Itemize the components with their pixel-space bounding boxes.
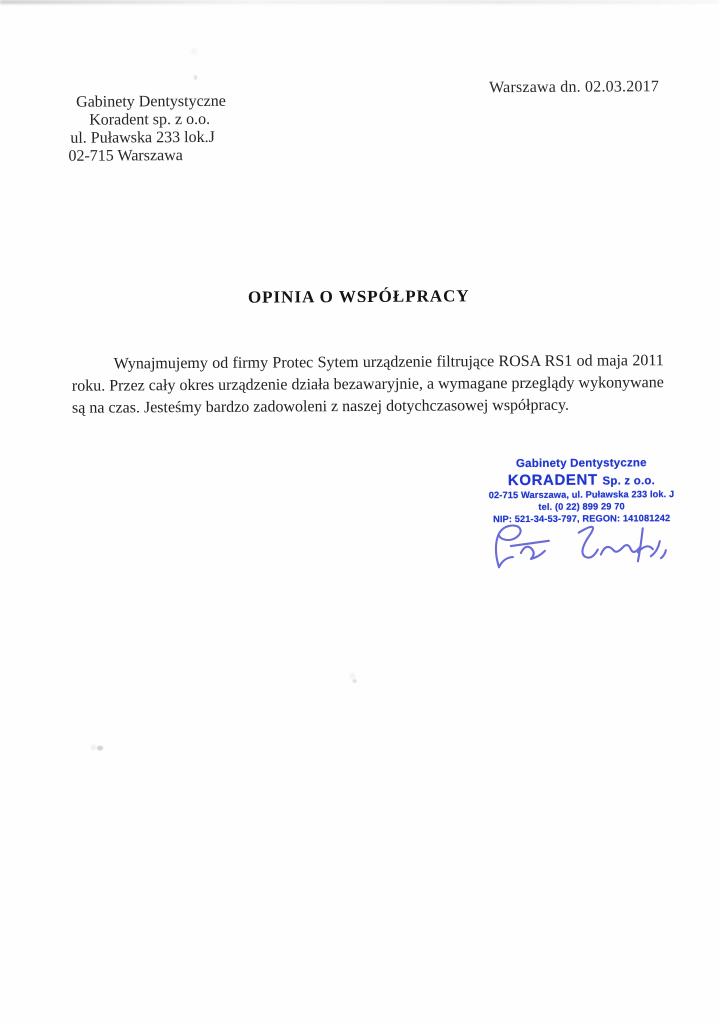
scan-artifact [194, 75, 197, 80]
scan-artifact [97, 746, 103, 751]
sender-line: Koradent sp. z o.o. [89, 110, 211, 129]
stamp-company-name: KORADENT [507, 471, 598, 490]
letter-title: OPINIA O WSPÓŁPRACY [247, 286, 470, 307]
stamp-ids: NIP: 521-34-53-797, REGON: 141081242 [493, 512, 671, 525]
company-stamp [488, 457, 674, 525]
signature-handwriting [483, 516, 673, 579]
stamp-address: 02-715 Warszawa, ul. Puławska 233 lok. J [488, 489, 675, 501]
date-line: Warszawa dn. 02.03.2017 [489, 78, 660, 97]
body-paragraph: Wynajmujemy od firmy Protec Sytem urządzenie filtrujące ROSA RS1 od maja 2011 roku. Przez cały okres urządzenie działa bezawaryjnie, a wymagane przeglądy wykonywane są na czas. Jesteśmy bardzo zadowoleni z naszej dotychczasowej współpracy. [71, 352, 664, 417]
stamp-company-suffix: Sp. z o.o. [602, 475, 656, 488]
stamp-phone: tel. (0 22) 899 29 70 [538, 501, 625, 513]
stamp-company-line [488, 471, 674, 489]
sender-line: ul. Puławska 233 lok.J [70, 128, 215, 147]
sender-line: Gabinety Dentystyczne [76, 92, 226, 111]
stamp-header: Gabinety Dentystyczne [515, 457, 647, 471]
scan-artifact [353, 679, 357, 683]
sender-address-block [68, 93, 226, 166]
sender-line: 02-715 Warszawa [68, 147, 183, 165]
